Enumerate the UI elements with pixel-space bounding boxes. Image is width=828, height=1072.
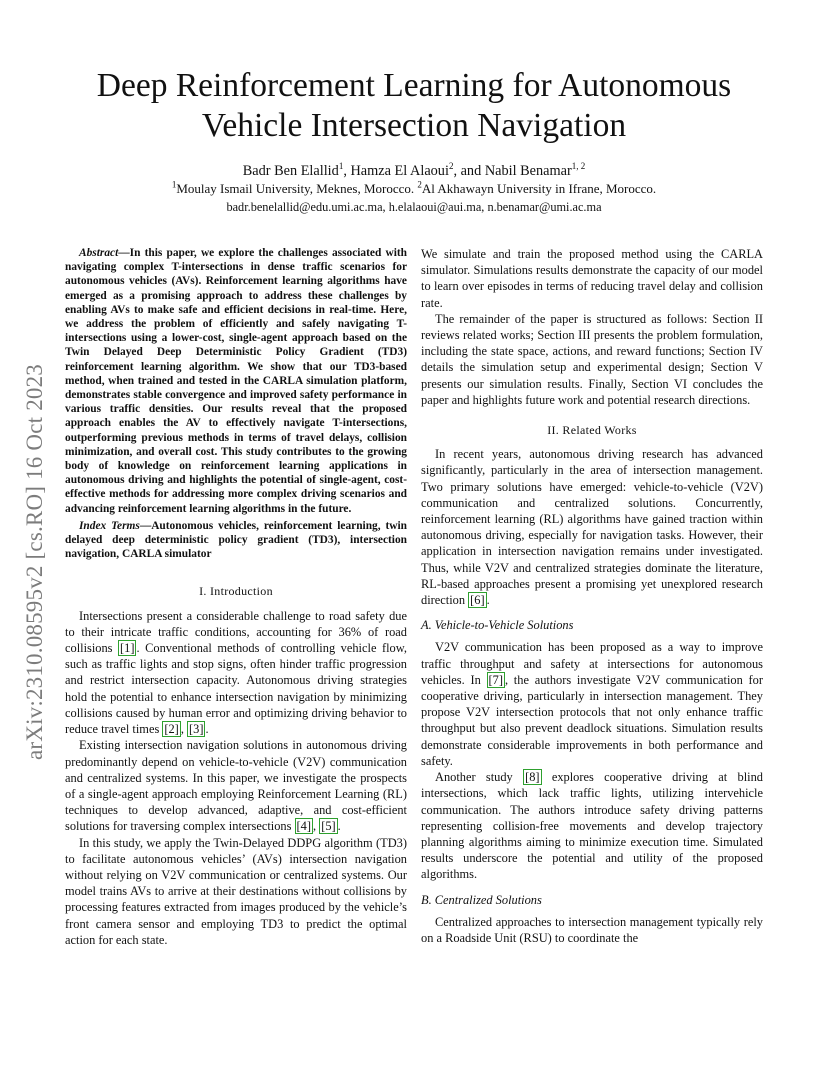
- paragraph: [421, 639, 763, 769]
- author-name: Hamza El Alaoui: [350, 163, 449, 179]
- paragraph-text: .: [337, 819, 341, 834]
- affiliation: Moulay Ismail University, Meknes, Morocco.: [176, 181, 418, 196]
- authors: Badr Ben Elallid$^1$, Hamza El Alaoui$^2$, and Nabil Benamar$^{1, 2}$: [242, 161, 586, 179]
- section-heading-related-works: II. Related Works: [547, 423, 637, 438]
- author-emails: badr.benelallid@edu.umi.ac.ma, h.elalaoui@aui.ma, n.benamar@umi.ac.ma: [226, 200, 602, 214]
- citation-link[interactable]: [6]: [470, 593, 485, 608]
- affil-mark: 2: [417, 179, 422, 190]
- abstract-label: Abstract: [79, 247, 119, 259]
- paragraph-text: V2V communication has been proposed as a way to improve traffic throughput and safety at intersections for autonomous vehicles. In: [421, 640, 763, 687]
- left-column: [65, 246, 407, 948]
- author-affil-mark: 2: [448, 161, 454, 172]
- paragraph-text: .: [486, 593, 490, 608]
- paragraph-text: . Conventional methods of controlling vehicle flow, such as traffic lights and stop signs, often hinder traffic progression and restrict intersection capacity. Autonomous driving strategies hold the potential to enhance intersection navigation by minimizing collisions caused by human error and optimizing driving behavior to reduce travel times: [65, 641, 407, 737]
- citation-link[interactable]: [3]: [189, 722, 204, 737]
- paragraph: The remainder of the paper is structured as follows: Section II reviews related works; Section III presents the problem formulation, including the state space, actions, and reward functions; Section IV details the simulation setup and experimental design; Section V presents our simulation results. Finally, Section VI concludes the paper and highlights future work and potential research directions.: [421, 311, 763, 407]
- affiliations: [60, 180, 768, 197]
- paragraph: [65, 608, 407, 738]
- subsection-heading-v2v: A. Vehicle-to-Vehicle Solutions: [421, 618, 574, 633]
- index-terms: [65, 519, 407, 562]
- author-name: Badr Ben Elallid: [242, 163, 339, 179]
- paragraph-text: ,: [180, 722, 188, 737]
- citation-link[interactable]: [1]: [120, 641, 135, 656]
- affiliation: Al Akhawayn University in Ifrane, Morocco.: [421, 181, 657, 196]
- affil-mark: 1: [171, 179, 177, 190]
- paragraph: [65, 737, 407, 834]
- paragraph-text: ,: [312, 819, 320, 834]
- author-name: Nabil Benamar: [484, 163, 572, 179]
- paragraph-text: In recent years, autonomous driving research has advanced significantly, particularly in the area of intersection management. Two primary solutions have emerged: vehicle-to-vehicle (V2V) communication and centralized solutions. Concurrently, reinforcement learning (RL) algorithms have gained traction within autonomous driving, especially for navigation tasks. However, their application in intersection navigation remains under investigated. Thus, while V2V and centralized strategies dominate the literature, RL-based approaches present a promising yet unexplored research direction: [421, 447, 763, 608]
- subsection-heading-centralized: B. Centralized Solutions: [421, 892, 542, 907]
- paragraph: [421, 769, 763, 882]
- paragraph: In this study, we apply the Twin-Delayed DDPG algorithm (TD3) to facilitate autonomous vehicles’ (AVs) intersection navigation without relying on V2V communication or centralized systems. Our model trains AVs to arrive at their destinations without collisions by processing features extracted from images produced by the vehicle’s front camera sensor and employing TD3 to predict the optimal action for each state.: [65, 835, 407, 947]
- abstract-text: —In this paper, we explore the challenges associated with navigating complex T-intersections in dense traffic scenarios for autonomous vehicles (AVs). Reinforcement learning algorithms have emerged as a promising approach to address these challenges by enabling AVs to make safe and efficient decisions in real-time. Here, we address the problem of efficiently and safely navigating T-intersections using a lower-cost, single-agent approach based on the Twin Delayed Deep Deterministic Policy Gradient (TD3) reinforcement learning algorithm. We show that our TD3-based method, when trained and tested in the CARLA simulation platform, demonstrates stable convergence and improved safety performance in various traffic densities. Our results reveal that the proposed approach enables the AV to effectively navigate T-intersections, outperforming previous methods in terms of travel delays, collision minimization, and overall cost. This study contributes to the growing body of knowledge on reinforcement learning applications in autonomous driving and highlights the potential of single-agent, cost-effective methods for addressing more complex driving scenarios and advancing reinforcement learning algorithms in the future.: [65, 247, 407, 515]
- section-heading-introduction: I. Introduction: [199, 584, 273, 599]
- paper-title: Deep Reinforcement Learning for Autonomous Vehicle Intersection Navigation: [96, 67, 732, 144]
- paragraph: Centralized approaches to intersection management typically rely on a Roadside Unit (RSU) to coordinate the: [421, 914, 763, 945]
- author-affil-mark: 1: [338, 161, 344, 172]
- citation-link[interactable]: [2]: [164, 722, 179, 737]
- abstract: [65, 246, 407, 516]
- arxiv-stamp: [22, 290, 48, 760]
- citation-link[interactable]: [5]: [321, 819, 336, 834]
- index-terms-text: —Autonomous vehicles, reinforcement learning, twin delayed deep deterministic policy gradient (TD3), intersection navigation, CARLA simulator: [65, 519, 408, 561]
- arxiv-id: arXiv:2310.08595v2 [cs.RO] 16 Oct 2023: [22, 364, 47, 760]
- citation-link[interactable]: [8]: [525, 770, 540, 785]
- paragraph-text: Another study: [435, 770, 524, 785]
- paragraph: [421, 446, 763, 608]
- paragraph: We simulate and train the proposed method using the CARLA simulator. Simulations results demonstrate the capacity of our model to learn over episodes in terms of reducing travel delay and collision rate.: [421, 247, 763, 310]
- paragraph-text: .: [205, 722, 209, 737]
- index-terms-label: Index Terms: [79, 519, 140, 532]
- citation-link[interactable]: [4]: [296, 819, 311, 834]
- paragraph-text: explores cooperative driving at blind intersections, which lack traffic lights, utilizing intervehicle communication. The authors introduce safety driving patterns representing collision-free movements and develop trajectory planning algorithms aiming to minimize execution time. Simulated results underscore the potential and utility of the proposed algorithms.: [421, 770, 763, 882]
- paragraph-text: Existing intersection navigation solutions in autonomous driving predominantly depend on vehicle-to-vehicle (V2V) communication and centralized systems. In this paper, we investigate the prospects of a single-agent approach employing Reinforcement Learning (RL) techniques to develop advanced, adaptive, and cost-efficient solutions for traversing complex intersections: [65, 738, 407, 834]
- citation-link[interactable]: [7]: [488, 672, 503, 687]
- author-separator: , and: [453, 163, 485, 179]
- right-column: [421, 246, 763, 946]
- paragraph-text: Intersections present a considerable challenge to road safety due to their intricate traffic conditions, accounting for 36% of road collisions: [65, 608, 407, 656]
- paragraph-text: , the authors investigate V2V communication for cooperative driving, particularly in intersection management. They propose V2V intersection protocols that not only enhance traffic throughput but also prevent deadlock situations. Simulation results demonstrate considerable improvements in both performance and safety.: [421, 672, 763, 768]
- author-affil-mark: 1, 2: [571, 161, 586, 172]
